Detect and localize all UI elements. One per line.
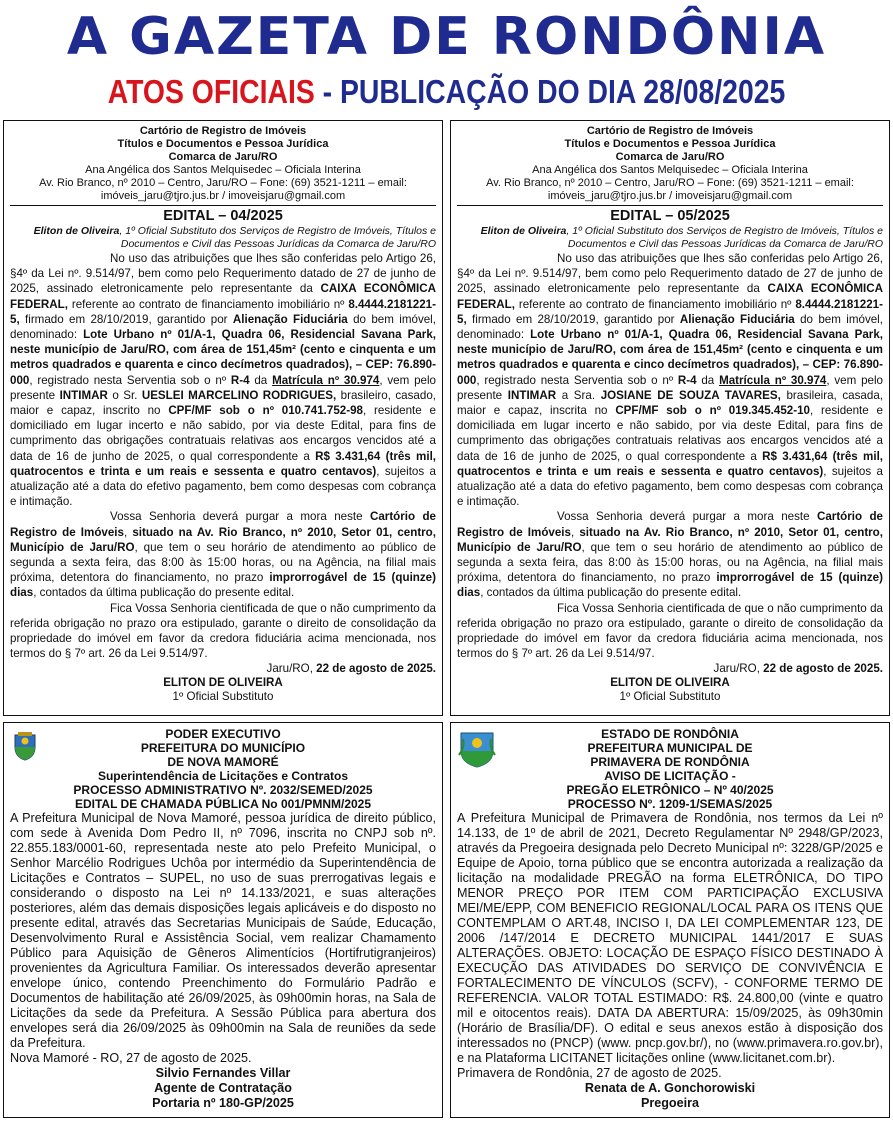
notice-header [457, 727, 883, 811]
edital-paragraph-3: Fica Vossa Senhoria cientificada de que o não cumprimento da referida obrigação no prazo ora estipulado, garante o direito de consolidação da propriedade do imóvel em favor da credora fiduciária acima mencionada, nos termos do § 7º art. 26 da Lei 9.514/97. [457, 601, 883, 661]
text-run: firmado em 28/10/2019, garantido por [466, 312, 680, 326]
text-run: da [249, 373, 273, 387]
header-line: PROCESSO Nº. 1209-1/SEMAS/2025 [567, 797, 773, 811]
text-run: o Sr. [107, 388, 142, 402]
header-line: Comarca de Jaru/RO [615, 151, 725, 163]
cartorio-header [457, 125, 883, 203]
text-run: brasileiro, casado, maior e capaz, inscrito no [10, 388, 436, 418]
text-run: , registrado nesta Serventia sob o nº [29, 373, 231, 387]
publication-date-label: PUBLICAÇÃO DO DIA 28/08/2025 [340, 73, 786, 110]
text-run: improrrogável de 15 (quinze) dias [457, 571, 883, 600]
text-run: , [123, 525, 133, 539]
text-run: brasileira, casada, maior e capaz, inscrita no [457, 388, 883, 418]
text-run: , [570, 525, 580, 539]
signature-role: Agente de Contratação [154, 1081, 292, 1095]
edital-date [457, 661, 883, 676]
newspaper-title: A GAZETA DE RONDÔNIA [66, 7, 827, 67]
signature-name: ELITON DE OLIVEIRA [610, 676, 730, 690]
text-run: , sujeitos a atualização até a data do efetivo pagamento, bem como despesas com cobrança e intimação. [457, 464, 883, 509]
cartorio-header [10, 125, 436, 203]
header-line: Títulos e Documentos e Pessoa Jurídica [564, 138, 776, 150]
notice-date: Primavera de Rondônia, 27 de agosto de 2025. [457, 1066, 722, 1080]
byline-name: Eliton de Oliveira [480, 225, 567, 237]
text-run: R-4 [230, 373, 250, 387]
text-run: , que tem o seu horário de atendimento ao público de segunda a sexta feira, das 8:00 às 15:00 horas, ou na Agência, na filial mais próxima, detentora do financiamento, no prazo [10, 540, 436, 585]
text-run: situado na Av. Rio Branco, nº 2010, Setor 01, centro, Município de Jaru/RO [10, 525, 436, 554]
header-line: Av. Rio Branco, nº 2010 – Centro, Jaru/RO – Fone: (69) 3521-1211 – email: [486, 177, 854, 189]
header-line: PODER EXECUTIVO [165, 727, 281, 741]
text-run: R$ 3.431,64 (três mil, quatrocentos e trinta e um reais e sessenta e quatro centavos) [457, 449, 884, 478]
edital-title: EDITAL – 05/2025 [457, 205, 883, 225]
signature-block [10, 1066, 436, 1111]
edital-title: EDITAL – 04/2025 [10, 205, 436, 225]
section-subtitle [63, 70, 831, 114]
masthead [0, 0, 893, 122]
text-run: da [696, 373, 720, 387]
text-run: Matrícula nº 30.974 [719, 373, 827, 387]
header-line: Cartório de Registro de Imóveis [139, 125, 307, 137]
edital-05-notice [450, 120, 890, 716]
text-run: , contados da última publicação do presente edital. [33, 586, 295, 600]
header-line: Ana Angélica dos Santos Melquisedec – Oficiala Interina [532, 164, 808, 176]
text-run: , residente e domiciliado em lugar incerto e não sabido, por via deste Edital, para fins de cumprimento das obrigações contratuais relativas aos encargos vencidos até a data de 16 de junho de 2025, o qual correspondente a [10, 404, 436, 463]
text-run: a Sra. [556, 388, 601, 402]
text-run: 8.4444.2181221-5, [457, 297, 883, 326]
text-run: referente ao contrato de financiamento imobiliário nº [67, 297, 349, 311]
header-email: imóveis_jaru@tjro.jus.br / imoveisjaru@gmail.com [547, 190, 793, 202]
text-run: No uso das atribuições que lhes são conferidas pelo Artigo 26, §4º da Lei nº. 9.514/97, bem como pelo Requerimento datado de 27 de junho de 2025, assinado eletronicamente pelo representante da [457, 252, 883, 296]
header-line: PREFEITURA MUNICIPAL DE [587, 741, 753, 755]
header-line: ESTADO DE RONDÔNIA [601, 727, 739, 741]
edital-paragraph-2 [10, 509, 436, 600]
header-line: PRIMAVERA DE RONDÔNIA [590, 755, 750, 769]
text-run: Vossa Senhoria deverá purgar a mora neste [557, 510, 817, 524]
text-run: No uso das atribuições que lhes são conferidas pelo Artigo 26, §4º da Lei nº. 9.514/97, bem como pelo Requerimento datado de 27 de junho de 2025, assinado eletronicamente pelo representante da [10, 252, 436, 296]
header-line: PREGÃO ELETRÔNICO – Nº 40/2025 [566, 783, 774, 797]
text-run: , sujeitos a atualização até a data do efetivo pagamento, bem como despesas com cobrança e intimação. [10, 464, 436, 509]
text-run: CAIXA ECONÔMICA FEDERAL, [457, 282, 883, 311]
header-line: Títulos e Documentos e Pessoa Jurídica [117, 138, 329, 150]
text-run: JOSIANE DE SOUZA TAVARES, [600, 388, 781, 402]
header-line: Comarca de Jaru/RO [168, 151, 278, 163]
text-run: Cartório de Registro de Imóveis [10, 510, 437, 539]
text-run: Lote Urbano nº 01/A-1, Quadra 06, Residencial Savana Park, neste município de Jaru/RO, com área de 151,45m² (cento e cinquenta e um metros quadrados e quarenta e cinco decímetros quadrados), – CEP: 76.890-000 [457, 328, 883, 387]
signature-portaria: Portaria nº 180-GP/2025 [152, 1096, 294, 1110]
text-run: do bem imóvel, denominado: [10, 312, 436, 342]
atos-oficiais-label: ATOS OFICIAIS [107, 73, 315, 110]
edital-date [10, 661, 436, 676]
edital-paragraph-3: Fica Vossa Senhoria cientificada de que o não cumprimento da referida obrigação no prazo ora estipulado, garante o direito de consolidação da propriedade do imóvel em favor da credora fiduciária acima mencionada, nos termos do § 7º art. 26 da Lei 9.514/97. [10, 601, 436, 661]
notice-header [10, 727, 436, 811]
text-run: Lote Urbano nº 01/A-1, Quadra 06, Residencial Savana Park, neste município de Jaru/RO, com área de 151,45m² (cento e cinquenta e um metros quadrados e quarenta e cinco decímetros quadrados), – CEP: 76.890-000 [10, 328, 436, 387]
text-run: , registrado nesta Serventia sob o nº [476, 373, 678, 387]
edital-paragraph-1 [457, 251, 883, 509]
byline-name: Eliton de Oliveira [33, 225, 120, 237]
primavera-notice [450, 722, 890, 1118]
text-run: 22 de agosto de 2025. [763, 662, 883, 676]
text-run: situado na Av. Rio Branco, nº 2010, Setor 01, centro, Município de Jaru/RO [457, 525, 883, 554]
text-run: R$ 3.431,64 (três mil, quatrocentos e trinta e um reais e sessenta e quatro centavos) [10, 449, 437, 478]
edital-paragraph-2 [457, 509, 883, 600]
signature-block [457, 1081, 883, 1111]
signature-role: 1º Oficial Substituto [619, 690, 721, 704]
header-line: DE NOVA MAMORÉ [167, 755, 279, 769]
edital-04-notice [3, 120, 443, 716]
signature-name: ELITON DE OLIVEIRA [163, 676, 283, 690]
text-run: Alienação Fiduciária [679, 312, 795, 326]
signature-block [457, 676, 883, 704]
text-run: Vossa Senhoria deverá purgar a mora neste [110, 510, 370, 524]
municipal-crest-icon [457, 729, 497, 769]
text-run: do bem imóvel, denominado: [457, 312, 883, 342]
text-run: Matrícula nº 30.974 [272, 373, 380, 387]
text-run: improrrogável de 15 (quinze) dias [10, 571, 436, 600]
header-line: Av. Rio Branco, nº 2010 – Centro, Jaru/RO – Fone: (69) 3521-1211 – email: [39, 177, 407, 189]
nova-mamore-notice [3, 722, 443, 1118]
text-run: CAIXA ECONÔMICA FEDERAL, [10, 282, 436, 311]
signature-name: Renata de A. Gonchorowiski [584, 1081, 756, 1095]
text-run: R-4 [677, 373, 697, 387]
header-line: Superintendência de Licitações e Contratos [97, 769, 349, 783]
edital-byline [457, 225, 883, 251]
subtitle-dash: - [314, 73, 341, 110]
signature-role: Pregoeira [640, 1096, 700, 1110]
text-run: Cartório de Registro de Imóveis [457, 510, 884, 539]
text-run: referente ao contrato de financiamento imobiliário nº [514, 297, 796, 311]
text-run: , vem pelo presente [10, 373, 436, 402]
text-run: firmado em 28/10/2019, garantido por [19, 312, 233, 326]
signature-block [10, 676, 436, 704]
header-line: PREFEITURA DO MUNICÍPIO [140, 741, 306, 755]
text-run: Jaru/RO, [266, 662, 317, 676]
text-run: Alienação Fiduciária [232, 312, 348, 326]
header-email: imóveis_jaru@tjro.jus.br / imoveisjaru@gmail.com [100, 190, 346, 202]
text-run: , residente e domiciliada em lugar incerto e não sabido, por via deste Edital, para fins de cumprimento das obrigações contratuais relativas aos encargos vencidos até a data de 16 de junho de 2025, o qual correspondente a [457, 404, 883, 463]
header-line: Ana Angélica dos Santos Melquisedec – Oficiala Interina [85, 164, 361, 176]
notice-date: Nova Mamoré - RO, 27 de agosto de 2025. [10, 1051, 252, 1065]
notice-body: A Prefeitura Municipal de Primavera de Rondônia, nos termos da Lei nº 14.133, de 1º de abril de 2021, Decreto Regulamentar Nº 2948/GP/2023, através da Pregoeira designada pelo Decreto Municipal nº: 3228/GP/2025 e Equipe de Apoio, torna público que se encontra autorizada a realização da licitação na modalidade PREGÃO na forma ELETRÔNICA, DO TIPO MENOR PREÇO POR ITEM COM PARTICIPAÇÃO EXCLUSIVA MEI/ME/EPP, COM BENEFICIO REGIONAL/LOCAL PARA OS ITENS QUE CONTEMPLAM O ART.48, INCISO I, DA LEI COMPLEMENTAR 123, DE 2006 /147/2014 E DECRETO MUNICIPAL 1441/2017 E SUAS ALTERAÇÕES. OBJETO: LOCAÇÃO DE ESPAÇO FÍSICO DESTINADO À EXECUÇÃO DAS ATIVIDADES DO SERVIÇO DE CONVIVÊNCIA E FORTALECIMENTO DE VÍNCULOS (SCFV), - CONFORME TERMO DE REFERENCIA. VALOR TOTAL ESTIMADO: R$. 24.800,00 (vinte e quatro mil e oitocentos reais). DATA DA ABERTURA: 15/09/2025, às 09h30min (Horário de Brasília/DF). O edital e seus anexos estão à disposição dos interessados no (PNCP) (www. pncp.gov.br/), no (www.primavera.ro.gov.br), e na Plataforma LICITANET licitações online (www.licitanet.com.br). [457, 811, 883, 1065]
byline-rest: , 1º Oficial Substituto dos Serviços de Registro de Imóveis, Títulos e Documentos e Civil das Pessoas Jurídicas da Comarca de Jaru/RO [566, 225, 883, 250]
header-line: PROCESSO ADMINISTRATIVO Nº. 2032/SEMED/2025 [73, 783, 373, 797]
text-run: INTIMAR [507, 388, 557, 402]
notice-body: A Prefeitura Municipal de Nova Mamoré, pessoa jurídica de direito público, com sede à Avenida Dom Pedro II, nº 7096, inscrita no CNPJ sob nº. 22.855.183/0001-60, representada neste ato pelo Prefeito Municipal, o Senhor Marcélio Rodrigues Uchôa por intermédio da Superintendência de Licitações e Contratos – SUPEL, no uso de suas prerrogativas legais e considerando o disposto na Lei nº 14.133/2021, e suas alterações posteriores, além das demais disposições legais aplicáveis e do disposto no presente edital, através das Secretarias Municipais de Saúde, Educação, Desenvolvimento Rural e Assistência Social, vem realizar Chamamento Público para Aquisição de Gêneros Alimentícios (Hortifrutigranjeiros) provenientes da Agricultura Familiar. Os interessados deverão apresentar envelope único, contendo Preenchimento do Formulário Padrão e Documentos de habilitação até 26/09/2025, às 09h00min horas, na Sala de Licitações da sede da Prefeitura. A Sessão Pública para abertura dos envelopes será dia 26/09/2025 às 09h00min na Sala de reuniões da sede da Prefeitura. [10, 811, 436, 1050]
header-line: AVISO DE LICITAÇÃO - [604, 769, 736, 783]
municipal-crest-icon [12, 731, 38, 761]
text-run: CPF/MF sob o nº 019.345.452-10 [615, 404, 810, 418]
text-run: CPF/MF sob o nº 010.741.752-98 [168, 404, 363, 418]
signature-name: Silvio Fernandes Villar [155, 1066, 291, 1080]
header-line: EDITAL DE CHAMADA PÚBLICA No 001/PMNM/2025 [74, 797, 372, 811]
edital-byline [10, 225, 436, 251]
text-run: UESLEI MARCELINO RODRIGUES, [141, 388, 337, 402]
text-run: 22 de agosto de 2025. [316, 662, 436, 676]
text-run: 8.4444.2181221-5, [10, 297, 436, 326]
byline-rest: , 1º Oficial Substituto dos Serviços de Registro de Imóveis, Títulos e Documentos e Civil das Pessoas Jurídicas da Comarca de Jaru/RO [119, 225, 436, 250]
header-line: Cartório de Registro de Imóveis [586, 125, 754, 137]
edital-paragraph-1 [10, 251, 436, 509]
text-run: , vem pelo presente [457, 373, 883, 402]
signature-role: 1º Oficial Substituto [172, 690, 274, 704]
text-run: , que tem o seu horário de atendimento ao público de segunda a sexta feira, das 8:00 às 15:00 horas, ou na Agência, na filial mais próxima, detentora do financiamento, no prazo [457, 540, 883, 585]
text-run: INTIMAR [59, 388, 108, 402]
text-run: , contados da última publicação do presente edital. [480, 586, 742, 600]
text-run: Jaru/RO, [713, 662, 764, 676]
